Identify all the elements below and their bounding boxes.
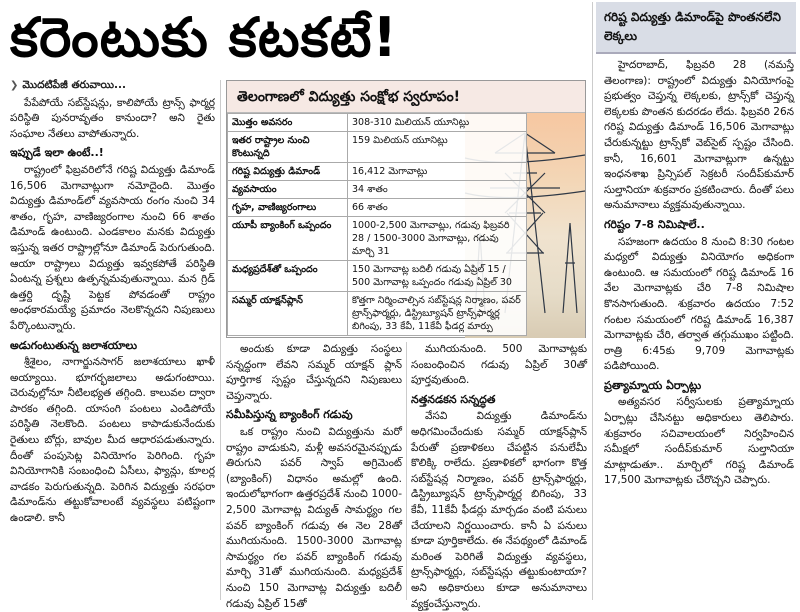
paragraph: ఒక రాష్ట్రం నుంచి విద్యుత్తును మరో రాష్ట్రం వాడుకుని, మళ్లీ అవసరమైనప్పుడు తిరుగుని పవర్ స్వాప్ అగ్రిమెంట్ (బ్యాంకింగ్) విధానం అమల్లో ఉంది. ఇందులోభాగంగా ఉత్తరప్రదేశ్ నుంచి 1000-2,500 మెగావాట్ల విద్యుత్ సామర్థ్యం గల పవర్ బ్యాంకింగ్ గడువు ఈ నెల 28తో ముగియనుంది. 1500-3000 మెగావాట్ల సామర్థ్యం గల పవర్ బ్యాంకింగ్ గడువు మార్చి 31తో ముగియనుంది. మధ్యప్రదేశ్ నుంచి 150 మెగావాట్ల విద్యుత్తు బదిలీ గడువు ఏప్రిల్ 15తో (226, 425, 402, 610)
row-value: 150 మెగావాట్ల బదిలీ గడువు ఏప్రిల్ 15 / 500 మెగావాట్ల ఒప్పందం గడువు ఏప్రిల్ 30 (348, 261, 527, 292)
row-value: 159 మిలియన్ యూనిట్లు (348, 132, 527, 163)
sidebar-title: గరిష్ట విద్యుత్తు డిమాండ్‌పై పొంతనలేని లెక్కలు (596, 2, 796, 54)
paragraph: హైదరాబాద్, ఫిబ్రవరి 28 (నమస్తే తెలంగాణ): రాష్ట్రంలో విద్యుత్తు వినియోగంపై ప్రభుత్వం చెప్తున్న లెక్కలకు, ట్రాన్స్‌కో చెప్తున్న లెక్కలకు పొంతన కుదరడం లేదు. ఫిబ్రవరి 26న గరిష్ట విద్యుత్తు డిమాండ్ 16,506 మెగావాట్లు చేరుకున్నట్టు ట్రాన్స్‌కో వెబ్‌సైట్ స్పష్టం చేసింది. కానీ, 16,601 మెగావాట్లుగా ఉన్నట్టు ఇంధనశాఖ ప్రిన్సిపల్ సెక్రటరీ సందీప్‌కుమార్ సుల్తానియా శుక్రవారం ప్రకటించారు. దీంతో పలు అనుమానాలు వ్యక్తమవుతున్నాయి. (604, 59, 794, 212)
column-rule (592, 2, 593, 600)
paragraph: వేసవి విద్యుత్తు డిమాండ్‌ను అధిగమించేందుకు సమ్మర్ యాక్షన్‌ప్లాన్ పేరుతో ప్రణాళికలు చేపట్టిన పనులేమీ కొలిక్కి రాలేదు. ప్రణాళికలో భాగంగా కొత్త సబ్‌స్టేషన్ల నిర్మాణం, పవర్ ట్రాన్స్‌ఫార్మర్లు, డిస్ట్రిబ్యూషన్ ట్రాన్స్‌ఫార్మర్ల బిగింపు, 33 కేవీ, 11కేవీ ఫీడర్లు మార్చడం వంటి పనులు చేయాలని నిర్ణయించారు. కానీ ఏ పనులు కూడా పూర్తికాలేదు. ఈ నేపథ్యంలో డిమాండ్ మరింత పెరిగితే విద్యుత్తు వ్యవస్థలు, ట్రాన్స్‌ఫార్మర్లు, సబ్‌స్టేషన్లు తట్టుకుంటాయా? అని అధికారులు కూడా అనుమానాలు వ్యక్తంచేస్తున్నారు. (411, 410, 588, 610)
infobox (226, 80, 586, 338)
column-rule (406, 342, 407, 600)
row-key: మధ్యప్రదేశ్‌తో ఒప్పందం (228, 261, 348, 292)
table-row (228, 217, 527, 261)
table-row (228, 163, 527, 181)
sidebar-article (596, 2, 796, 602)
info-table (227, 113, 527, 336)
paragraph: శ్రీశైలం, నాగార్జునసాగర్ జలాశయాలు ఖాళీ అయ్యాయి. భూగర్భజలాలు అడుగంటాయి. చెరువుల్లోనూ నీటిలభ్యత తగ్గింది. కాలువల ద్వారా పారకం తగ్గింది. యాసంగి పంటలు ఎండిపోయే పరిస్థితి నెలకొంది. పంటలు కాపాడుకునేందుకు రైతులు బోర్లు, బావుల మీద ఆధారపడుతున్నారు. దీంతో పంపుసెట్ల వినియోగం పెరిగింది. గృహ వినియోగానికి సంబంధించి ఏసీలు, ఫ్యాన్లు, కూలర్ల వాడకం పెరుగుతున్నది. పెరిగిన విద్యుత్తు సరఫరా డిమాండ్‌ను తట్టుకోవాలంటే వ్యవస్థలు పటిష్టంగా ఉండాలి. కానీ (10, 356, 215, 525)
row-key: గరిష్ట విద్యుత్తు డిమాండ్ (228, 163, 348, 181)
row-key: యూపీ బ్యాంకింగ్ ఒప్పందం (228, 217, 348, 261)
row-value: 1000-2,500 మెగావాట్లు, గడువు ఫిబ్రవరి 28 / 1500-3000 మెగావాట్లు, గడువు మార్చి 31 (348, 217, 527, 261)
kicker (10, 78, 215, 94)
paragraph: రాష్ట్రంలో ఫిబ్రవరిలోనే గరిష్ట విద్యుత్తు డిమాండ్ 16,506 మెగావాట్లుగా నమోదైంది. మొత్తం విద్యుత్తు డిమాండ్‌లో వ్యవసాయ రంగం నుంచి 34 శాతం, గృహ, వాణిజ్యరంగాల నుంచి 66 శాతం డిమాండ్ ఉంటుంది. ఎండకాలం మనకు విద్యుత్తు ఇస్తున్న ఇతర రాష్ట్రాల్లోనూ డిమాండ్ పెరుగుతుంది. ఆయా రాష్ట్రాలు విద్యుత్తు ఇవ్వకపోతే పరిస్థితి ఏంటన్న ప్రశ్నలు ఉత్పన్నమవుతున్నాయి. మన గ్రిడ్ ఉత్తర్ది దృష్టి పెట్టక పోవడంతో రాష్ట్రం అంధకారమయ్యే ప్రమాదం నెలకొన్నదని నిపుణులు పేర్కొంటున్నారు. (10, 163, 215, 332)
paragraph: అత్యవసర సర్వీసులకు ప్రత్యామ్నాయ ఏర్పాట్లు చేసినట్టు అధికారులు తెలిపారు. శుక్రవారం సచివాలయంలో నిర్వహించిన సమీక్షలో సందీప్‌కుమార్ సుల్తానియా మాట్లాడుతూ.. మార్చిలో గరిష్ట డిమాండ్ 17,500 మెగావాట్లకు చేరొచ్చని చెప్పారు. (604, 396, 794, 487)
subheading-2: అడుగంటుతున్న జలాశయాలు (10, 338, 137, 352)
table-row (228, 132, 527, 163)
row-value: 308-310 మిలియన్ యూనిట్లు (348, 114, 527, 132)
row-value: కొత్తగా నిర్మించాల్సిన సబ్‌స్టేషన్ల నిర్మాణం, పవర్ ట్రాన్స్‌ఫార్మర్లు, డిస్ట్రిబ్యూషన్ ట్రాన్స్‌ఫార్మర్ల బిగింపు, 33 కేవీ, 11కేవీ ఫీడర్ల మార్పు (348, 292, 527, 336)
column-3 (411, 342, 588, 610)
row-key: మొత్తం అవసరం (228, 114, 348, 132)
table-row (228, 292, 527, 336)
table-row (228, 261, 527, 292)
subheading-3: సమీపిస్తున్న బ్యాంకింగ్ గడువు (226, 408, 353, 422)
kicker-text: మొదటిపేజీ తరువాయి... (22, 79, 126, 91)
table-row (228, 114, 527, 132)
arrow-icon: ❯ (10, 80, 19, 91)
sidebar-subheading-1: గరిష్టం 7-8 నిమిషాలే.. (604, 217, 705, 231)
table-row (228, 181, 527, 199)
sidebar-subheading-2: ప్రత్యామ్నాయ ఏర్పాట్లు (604, 378, 702, 392)
headline: కరెంటుకు కటకటే! (10, 6, 399, 69)
infobox-title: తెలంగాణలో విద్యుత్తు సంక్షోభ స్వరూపం! (227, 81, 585, 113)
subheading-4: నత్తనడకన సన్నద్ధత (411, 392, 496, 406)
row-key: సమ్మర్ యాక్షన్‌ప్లాన్ (228, 292, 348, 336)
intro-paragraph: పేపేపోయే సబ్‌స్టేషన్లు, కాలిపోయే ట్రాన్స్ ఫార్మర్ల పరిస్థితి పునరావృతం కానుందా? అని రైతు సంఘాల నేతలు వాపోతున్నారు. (10, 96, 215, 140)
row-key: ఇతర రాష్ట్రాల నుంచి కొంటున్నది (228, 132, 348, 163)
row-value: 16,412 మెగావాట్లు (348, 163, 527, 181)
paragraph: ముగియనుంది. 500 మెగావాట్లకు సంబంధించిన గడువు ఏప్రిల్ 30తో పూర్తవుతుంది. (411, 343, 587, 387)
subheading-1: ఇప్పుడే ఇలా ఉంటే..! (10, 146, 104, 160)
column-1 (10, 78, 215, 603)
table-row (228, 199, 527, 217)
paragraph: అందుకు కూడా విద్యుత్తు సంస్థలు సన్నద్ధంగా లేవని సమ్మర్ యాక్షన్ ప్లాన్ పూర్తిగాక స్పష్టం చేస్తున్నదని నిపుణులు చెప్తున్నారు. (226, 343, 402, 402)
sidebar-body (596, 54, 796, 489)
paragraph: సహజంగా ఉదయం 8 నుంచి 8:30 గంటల మధ్యలో విద్యుత్తు వినియోగం అధికంగా ఉంటుంది. ఆ సమయంలో గరిష్ట డిమాండ్ 16 వేల మెగావాట్లకు చేరి 7-8 నిమిషాల కొనసాగుతుంది. శుక్రవారం ఉదయం 7:52 గంటల సమయంలో గరిష్ట డిమాండ్ 16,387 మెగావాట్లకు చేరి, తర్వాత తగ్గుముఖం పట్టింది. రాత్రి 6:45కు 9,709 మెగావాట్లకు పడిపోయింది. (604, 235, 794, 373)
row-value: 66 శాతం (348, 199, 527, 217)
row-key: వ్యవసాయం (228, 181, 348, 199)
row-key: గృహ, వాణిజ్యరంగాలు (228, 199, 348, 217)
column-rule (220, 80, 221, 600)
row-value: 34 శాతం (348, 181, 527, 199)
column-2 (226, 342, 402, 610)
